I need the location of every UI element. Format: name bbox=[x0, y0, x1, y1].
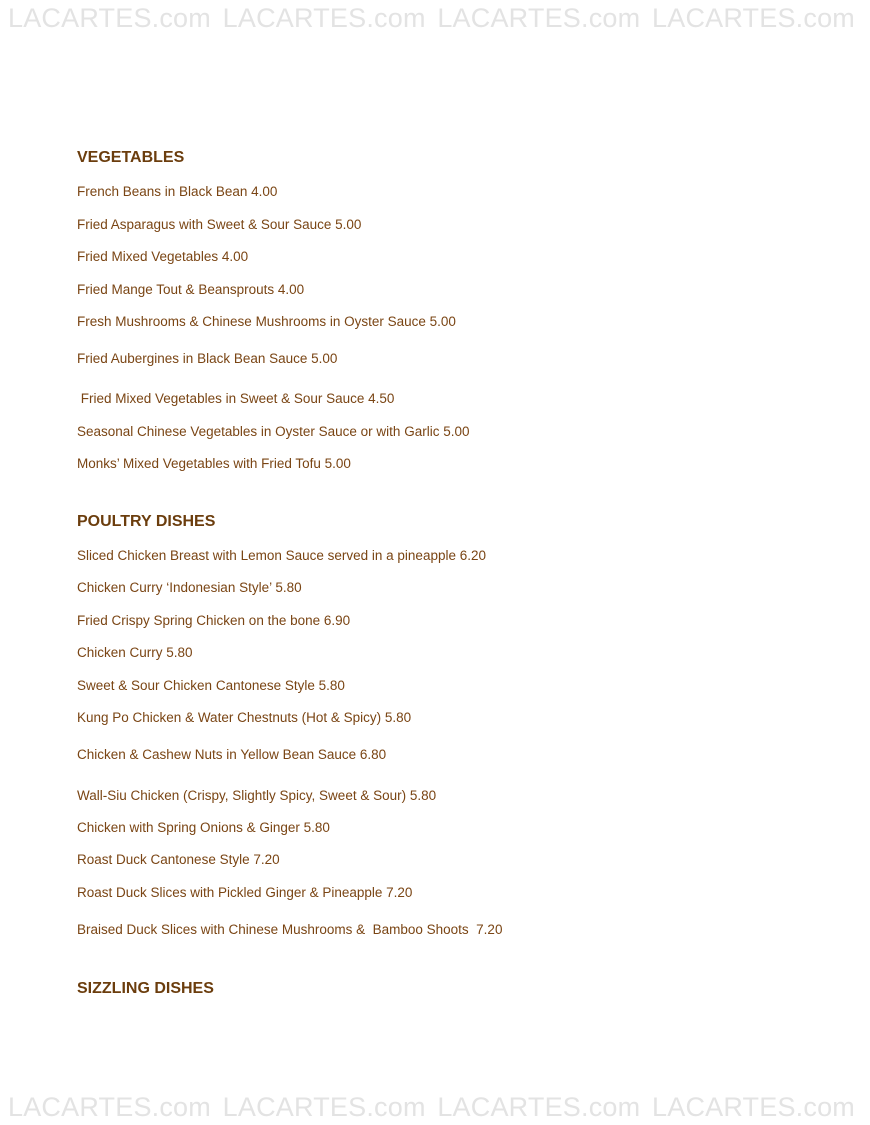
menu-item: Fresh Mushrooms & Chinese Mushrooms in Oyster Sauce 5.00 bbox=[77, 314, 456, 329]
watermark-text: LACARTES.com bbox=[222, 3, 426, 33]
watermark-text: LACARTES.com bbox=[652, 3, 855, 33]
menu-item: Fried Mixed Vegetables in Sweet & Sour Sauce 4.50 bbox=[77, 391, 395, 406]
menu-item: Chicken Curry 5.80 bbox=[77, 645, 193, 660]
watermark-text: LACARTES.com bbox=[437, 3, 641, 33]
menu-item: Fried Crispy Spring Chicken on the bone 6.90 bbox=[77, 613, 351, 628]
watermark-text: LACARTES.com bbox=[652, 1092, 855, 1122]
watermark-text: LACARTES.com bbox=[8, 3, 211, 33]
section-heading-sizzling: SIZZLING DISHES bbox=[77, 980, 214, 997]
menu-item: Seasonal Chinese Vegetables in Oyster Sauce or with Garlic 5.00 bbox=[77, 424, 470, 439]
watermark-text: LACARTES.com bbox=[437, 1092, 641, 1122]
menu-item: Fried Asparagus with Sweet & Sour Sauce 5.00 bbox=[77, 217, 362, 232]
menu-item: Fried Aubergines in Black Bean Sauce 5.00 bbox=[77, 351, 338, 366]
watermark-text: LACARTES.com bbox=[222, 1092, 426, 1122]
menu-item: Chicken Curry ‘Indonesian Style’ 5.80 bbox=[77, 580, 302, 595]
menu-item: Sliced Chicken Breast with Lemon Sauce served in a pineapple 6.20 bbox=[77, 548, 486, 563]
menu-item: Kung Po Chicken & Water Chestnuts (Hot & Spicy) 5.80 bbox=[77, 710, 412, 725]
menu-item: Monks’ Mixed Vegetables with Fried Tofu 5.00 bbox=[77, 456, 351, 471]
watermark-top bbox=[8, 3, 870, 34]
menu-item: Roast Duck Cantonese Style 7.20 bbox=[77, 852, 280, 867]
menu-item: Sweet & Sour Chicken Cantonese Style 5.80 bbox=[77, 678, 345, 693]
menu-item: Roast Duck Slices with Pickled Ginger & Pineapple 7.20 bbox=[77, 885, 413, 900]
menu-item: Chicken with Spring Onions & Ginger 5.80 bbox=[77, 820, 330, 835]
menu-item: Fried Mixed Vegetables 4.00 bbox=[77, 249, 249, 264]
watermark-bottom bbox=[8, 1092, 870, 1123]
menu-item: Fried Mange Tout & Beansprouts 4.00 bbox=[77, 282, 305, 297]
menu-item: French Beans in Black Bean 4.00 bbox=[77, 184, 278, 199]
menu-item: Wall-Siu Chicken (Crispy, Slightly Spicy, Sweet & Sour) 5.80 bbox=[77, 788, 437, 803]
menu-item: Braised Duck Slices with Chinese Mushrooms & Bamboo Shoots 7.20 bbox=[77, 922, 503, 937]
section-heading-vegetables: VEGETABLES bbox=[77, 149, 185, 166]
watermark-text: LACARTES.com bbox=[8, 1092, 211, 1122]
section-heading-poultry: POULTRY DISHES bbox=[77, 513, 216, 530]
menu-item: Chicken & Cashew Nuts in Yellow Bean Sauce 6.80 bbox=[77, 747, 387, 762]
